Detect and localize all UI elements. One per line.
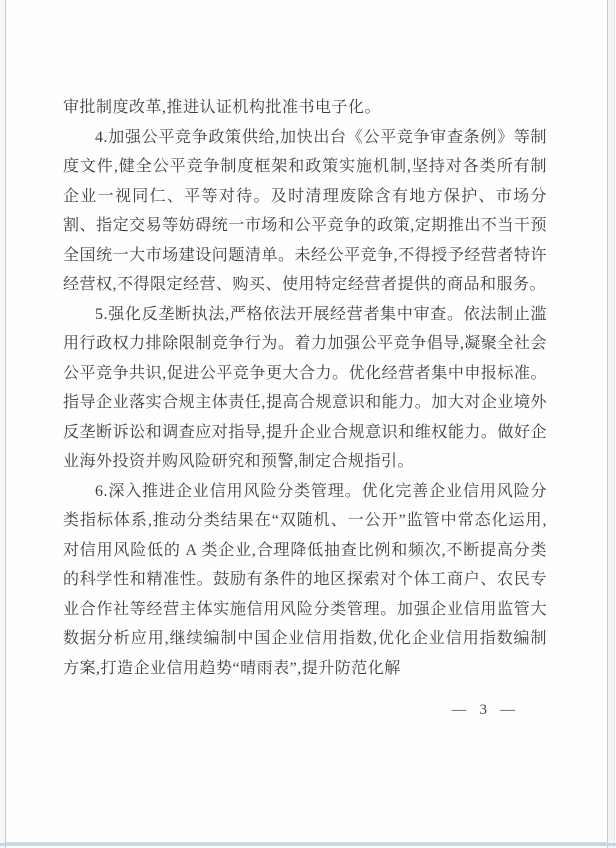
left-page-edge-line <box>0 0 6 848</box>
paragraph-continuation: 审批制度改革,推进认证机构批准书电子化。 <box>63 99 382 116</box>
document-body <box>63 93 547 726</box>
document-page <box>6 0 606 843</box>
paragraph-item-5: 5.强化反垄断执法,严格依法开展经营者集中审查。依法制止滥用行政权力排除限制竞争行为。着力加强公平竞争倡导,凝聚全社会公平竞争共识,促进公平竞争更大合力。优化经营者集中申报标准。指导企业落实合规主体责任,提高合规意识和能力。加大对企业境外反垄断诉讼和调查应对指导,提升企业合规意识和维权能力。做好企业海外投资并购风险研究和预警,制定合规指引。 <box>63 305 547 470</box>
paragraph-item-4: 4.加强公平竞争政策供给,加快出台《公平竞争审查条例》等制度文件,健全公平竞争制度框架和政策实施机制,坚持对各类所有制企业一视同仁、平等对待。及时清理废除含有地方保护、市场分割、指定交易等妨碍统一市场和公平竞争的政策,定期推出不当干预全国统一大市场建设问题清单。未经公平竞争,不得授予经营者特许经营权,不得限定经营、购买、使用特定经营者提供的商品和服务。 <box>63 128 547 293</box>
page-number-dash-left: — <box>451 702 467 718</box>
paragraph-item-6: 6.深入推进企业信用风险分类管理。优化完善企业信用风险分类指标体系,推动分类结果在“双随机、一公开”监管中常态化运用,对信用风险低的 A 类企业,合理降低抽查比例和频次,不断提高分类的科学性和精准性。鼓励有条件的地区探索对个体工商户、农民专业合作社等经营主体实施信用风险分类管理。加强企业信用监管大数据分析应用,继续编制中国企业信用指数,优化企业信用指数编制方案,打造企业信用趋势“晴雨表”,提升防范化解 <box>63 482 547 677</box>
right-page-edge-line <box>607 0 615 848</box>
page-number-dash-right: — <box>500 702 515 718</box>
bottom-scan-divider-line <box>0 843 616 846</box>
page-number-value: 3 <box>479 702 487 718</box>
page-number <box>63 696 547 726</box>
